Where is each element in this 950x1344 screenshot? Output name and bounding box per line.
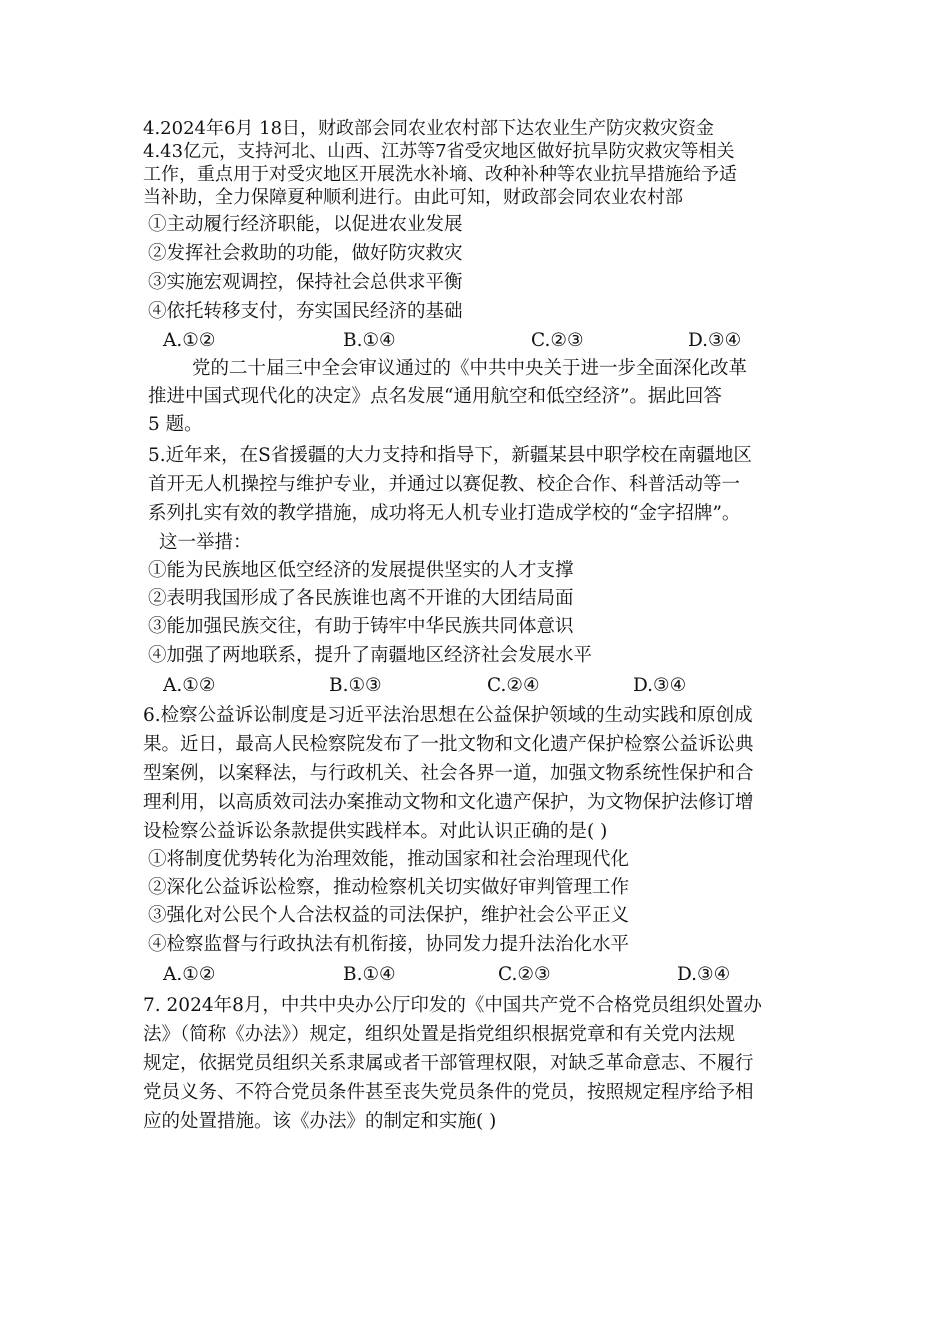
- q6-line-2: 果。近日，最高人民检察院发布了一批文物和文化遗产保护检察公益诉讼典: [143, 734, 754, 755]
- q6-item-3: ③强化对公民个人合法权益的司法保护，维护社会公平正义: [148, 905, 630, 926]
- q4-option-a[interactable]: A.①②: [163, 330, 216, 351]
- q6-option-a[interactable]: A.①②: [163, 964, 216, 985]
- q6-line-3: 型案例，以案释法，与行政机关、社会各界一道，加强文物系统性保护和合: [143, 763, 754, 784]
- q4-item-2: ②发挥社会救助的功能，做好防灾救灾: [148, 243, 463, 264]
- q7-line-5: 应的处置措施。该《办法》的制定和实施( ): [143, 1111, 497, 1132]
- intro-line-2: 推进中国式现代化的决定》点名发展“通用航空和低空经济”。据此回答: [148, 386, 722, 407]
- q5-option-c[interactable]: C.②④: [487, 675, 540, 696]
- q4-line-3: 工作，重点用于对受灾地区开展洗水补墒、改种补种等农业抗旱措施给予适: [143, 164, 737, 185]
- q4-option-c[interactable]: C.②③: [531, 330, 584, 351]
- q5-item-4: ④加强了两地联系，提升了南疆地区经济社会发展水平: [148, 645, 593, 666]
- q6-item-2: ②深化公益诉讼检察，推动检察机关切实做好审判管理工作: [148, 877, 630, 898]
- intro-line-3: 5 题。: [148, 414, 203, 435]
- q4-option-d[interactable]: D.③④: [688, 330, 742, 351]
- q4-item-1: ①主动履行经济职能，以促进农业发展: [148, 214, 463, 235]
- intro-line-1: 党的二十届三中全会审议通过的《中共中央关于进一步全面深化改革: [192, 358, 748, 379]
- q6-line-4: 理利用，以高质效司法办案推动文物和文化遗产保护，为文物保护法修订增: [143, 792, 754, 813]
- q6-option-c[interactable]: C.②③: [498, 964, 551, 985]
- q5-item-3: ③能加强民族交往，有助于铸牢中华民族共同体意识: [148, 616, 574, 637]
- q5-line-2: 首开无人机操控与维护专业，并通过以赛促教、校企合作、科普活动等一: [148, 474, 741, 495]
- q6-option-b[interactable]: B.①④: [343, 964, 396, 985]
- q4-line-1: 4.2024年6月 18日，财政部会同农业农村部下达农业生产防灾救灾资金: [143, 118, 715, 139]
- q5-item-1: ①能为民族地区低空经济的发展提供坚实的人才支撑: [148, 560, 574, 581]
- q5-line-4: 这一举措：: [159, 532, 252, 553]
- q6-item-1: ①将制度优势转化为治理效能，推动国家和社会治理现代化: [148, 849, 630, 870]
- q6-line-1: 6.检察公益诉讼制度是习近平法治思想在公益保护领域的生动实践和原创成: [143, 705, 753, 726]
- q5-option-a[interactable]: A.①②: [163, 675, 216, 696]
- q7-line-3: 规定，依据党员组织关系隶属或者干部管理权限，对缺乏革命意志、不履行: [143, 1053, 754, 1074]
- q5-item-2: ②表明我国形成了各民族谁也离不开谁的大团结局面: [148, 588, 574, 609]
- q7-line-4: 党员义务、不符合党员条件甚至丧失党员条件的党员，按照规定程序给予相: [143, 1082, 754, 1103]
- q6-item-4: ④检察监督与行政执法有机衔接，协同发力提升法治化水平: [148, 934, 630, 955]
- q6-option-d[interactable]: D.③④: [677, 964, 731, 985]
- q5-line-3: 系列扎实有效的教学措施，成功将无人机专业打造成学校的“金字招牌”。: [148, 503, 741, 524]
- q4-option-b[interactable]: B.①④: [343, 330, 396, 351]
- q5-line-1: 5.近年来，在S省援疆的大力支持和指导下，新疆某县中职学校在南疆地区: [148, 445, 752, 466]
- q5-option-b[interactable]: B.①③: [329, 675, 382, 696]
- q4-item-3: ③实施宏观调控，保持社会总供求平衡: [148, 272, 463, 293]
- q5-option-d[interactable]: D.③④: [633, 675, 687, 696]
- q4-line-2: 4.43亿元，支持河北、山西、江苏等7省受灾地区做好抗旱防灾救灾等相关: [143, 141, 735, 162]
- q6-line-5: 设检察公益诉讼条款提供实践样本。对此认识正确的是( ): [143, 821, 608, 842]
- q7-line-1: 7. 2024年8月，中共中央办公厅印发的《中国共产党不合格党员组织处置办: [143, 995, 762, 1016]
- q4-line-4: 当补助，全力保障夏种顺利进行。由此可知，财政部会同农业农村部: [143, 187, 683, 208]
- q7-line-2: 法》（简称《办法》）规定，组织处置是指党组织根据党章和有关党内法规: [143, 1024, 736, 1045]
- q4-item-4: ④依托转移支付，夯实国民经济的基础: [148, 301, 463, 322]
